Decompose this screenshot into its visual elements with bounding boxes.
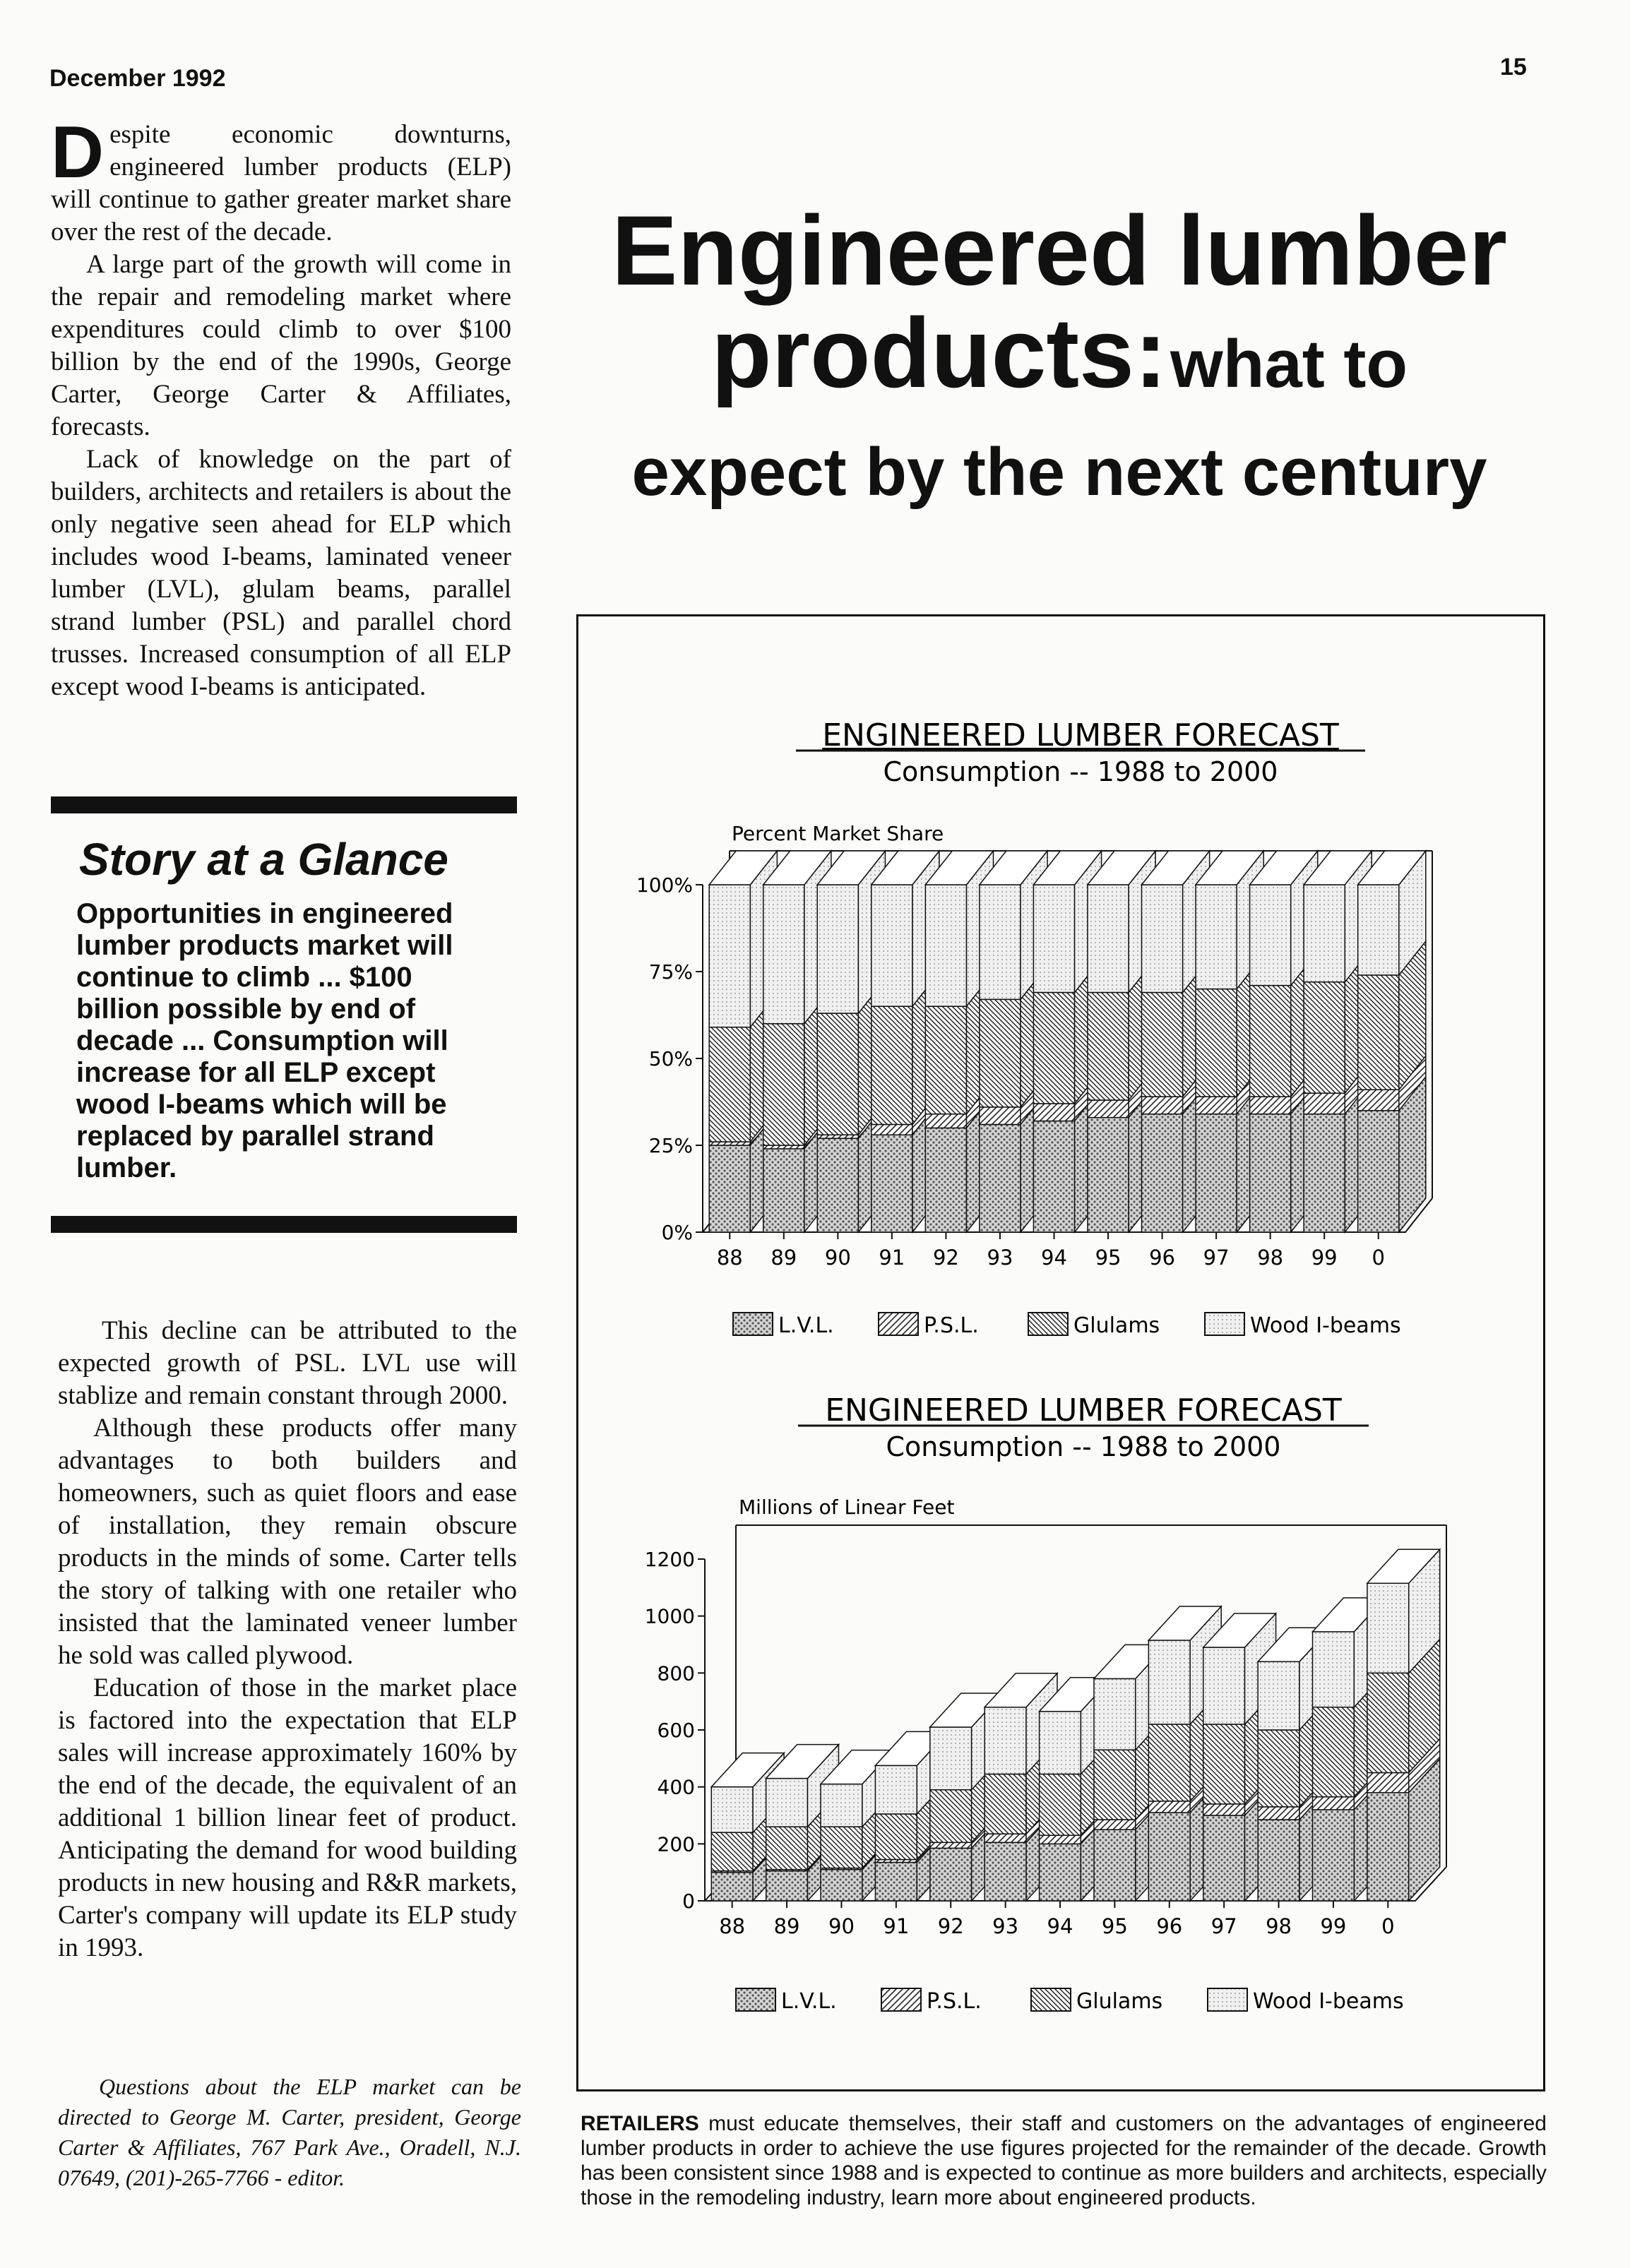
chart1-bar-l-v-l-99	[1304, 1114, 1345, 1232]
photo-caption: RETAILERS must educate themselves, their staff and customers on the advantages of engineered lumber products in order to achieve the use figures projected for the remainder of the decade. Growth has been consistent since 1988 and is expected to continue as more builders and architects, especially those in the remodeling industry, learn more about engineered products.	[581, 2112, 1547, 2209]
chart2-bar-glulams-89	[766, 1827, 808, 1870]
chart2-x-tick-label: 90	[828, 1914, 855, 1938]
chart1-bar-glulams-95	[1088, 993, 1129, 1101]
chart2-bar-wood-i-beams-96	[1148, 1640, 1190, 1724]
chart1-y-tick-label: 75%	[648, 960, 693, 984]
chart2-plot	[645, 1525, 1446, 2014]
chart2-bar-p-s-l-92	[930, 1842, 972, 1848]
chart2-bar-wood-i-beams-90	[821, 1784, 862, 1827]
chart2-bar-p-s-l-95	[1094, 1820, 1136, 1830]
chart1-legend-label-glulams: Glulams	[1073, 1313, 1160, 1338]
chart1-x-tick-label: 96	[1149, 1246, 1176, 1270]
chart2-y-tick-label: 600	[657, 1719, 695, 1742]
chart2-bar-glulams-96	[1148, 1724, 1190, 1801]
chart1-x-tick-label: 89	[771, 1246, 797, 1270]
chart1-plot	[636, 851, 1432, 1338]
chart1-bar-l-v-l-91	[871, 1135, 912, 1232]
chart1-bar-l-v-l-98	[1250, 1114, 1291, 1232]
chart2-bar-glulams-88	[711, 1832, 753, 1870]
chart1-bar-p-s-l-94	[1033, 1104, 1074, 1121]
chart1-bar-p-s-l-92	[925, 1114, 966, 1128]
chart2-legend-label-glulams: Glulams	[1076, 1989, 1163, 2014]
chart2-legend-label-wood-i-beams: Wood I-beams	[1253, 1989, 1404, 2014]
chart1-bar-wood-i-beams-92	[925, 885, 966, 1006]
chart1-legend-swatch-p-s-l	[879, 1313, 918, 1335]
chart2-subtitle: Consumption -- 1988 to 2000	[886, 1431, 1281, 1462]
chart1-title: ENGINEERED LUMBER FORECAST	[822, 717, 1339, 753]
chart2-bar-l-v-l-98	[1258, 1820, 1299, 1901]
chart1-x-tick-label: 0	[1372, 1246, 1385, 1270]
chart2-bar-l-v-l-99	[1313, 1810, 1355, 1901]
chart1-legend-swatch-glulams	[1028, 1313, 1068, 1335]
chart1-legend-swatch-wood-i-beams	[1205, 1313, 1244, 1335]
chart1-legend-label-l-v-l: L.V.L.	[778, 1313, 834, 1338]
chart2-bar-wood-i-beams-89	[766, 1779, 808, 1827]
chart2-ylabel: Millions of Linear Feet	[739, 1496, 955, 1519]
chart1-bar-wood-i-beams-0	[1358, 885, 1399, 975]
chart1-bar-wood-i-beams-97	[1196, 885, 1237, 989]
glance-title: Story at a Glance	[79, 834, 448, 885]
chart2-bar-glulams-90	[821, 1827, 862, 1868]
chart1-x-tick-label: 92	[932, 1246, 959, 1270]
chart2-bar-l-v-l-96	[1148, 1813, 1190, 1901]
chart1-bar-l-v-l-89	[763, 1149, 804, 1232]
chart1-x-tick-label: 93	[987, 1246, 1013, 1270]
chart2-bar-wood-i-beams-93	[984, 1707, 1026, 1774]
chart2-bar-glulams-92	[930, 1790, 972, 1843]
chart2-bar-wood-i-beams-99	[1313, 1632, 1355, 1707]
chart2-bar-p-s-l-98	[1258, 1807, 1299, 1820]
headline-line-3: expect by the next century	[631, 434, 1487, 510]
chart2-x-tick-label: 98	[1266, 1914, 1292, 1938]
chart2-bar-glulams-97	[1203, 1724, 1245, 1804]
chart2-legend-swatch-p-s-l	[881, 1988, 921, 2011]
chart2-y-tick-label: 800	[657, 1661, 695, 1685]
intro-paragraph-1: Despite economic downturns, engineered lumber products (ELP) will continue to gather greater market share over the rest of the decade.	[51, 112, 511, 246]
chart2-y-tick-label: 400	[657, 1775, 695, 1799]
chart1-bar-wood-i-beams-98	[1250, 885, 1291, 986]
chart2-bar-glulams-98	[1258, 1730, 1299, 1807]
chart1-bar-l-v-l-95	[1088, 1118, 1129, 1232]
chart1-legend-label-wood-i-beams: Wood I-beams	[1250, 1313, 1401, 1338]
continued-paragraph-3: Education of those in the market place is factored into the expectation that ELP sales will increase approximately 160% by the end of the decade, the equivalent of an additional 1 billion linear feet of product. Anticipating the demand for wood building products in new housing and R&R markets, Carter's company will update its ELP study in 1993.	[58, 1673, 517, 1962]
intro-paragraph-3: Lack of knowledge on the part of builders, architects and retailers is about the only negative seen ahead for ELP which includes wood I-beams, laminated veneer lumber (LVL), glulam beams, parallel strand lumber (PSL) and parallel chord trusses. Increased consumption of all ELP except wood I-beams is anticipated.	[51, 445, 511, 701]
chart2-x-tick-label: 99	[1320, 1914, 1347, 1938]
chart1-bar-glulams-0	[1358, 975, 1399, 1090]
chart1-bar-l-v-l-90	[817, 1138, 858, 1232]
chart1-bar-glulams-98	[1250, 986, 1291, 1097]
headline-line-1: Engineered lumber	[611, 195, 1508, 306]
headline-line-2: products: what to	[711, 297, 1408, 408]
chart1-bar-l-v-l-94	[1033, 1121, 1074, 1232]
chart1-bar-glulams-90	[817, 1013, 858, 1135]
chart1-bar-wood-i-beams-96	[1141, 885, 1182, 993]
chart2-y-tick-label: 200	[657, 1832, 695, 1856]
chart1-y-tick-label: 100%	[636, 873, 693, 897]
chart2-bar-wood-i-beams-94	[1040, 1712, 1081, 1774]
chart1-y-tick-label: 50%	[648, 1047, 693, 1070]
chart2-legend-swatch-l-v-l	[736, 1988, 775, 2011]
chart2-bar-wood-i-beams-95	[1094, 1678, 1136, 1750]
chart2-y-tick-label: 1000	[644, 1604, 695, 1628]
chart1-bar-p-s-l-97	[1196, 1097, 1237, 1114]
chart2-bar-l-v-l-94	[1040, 1844, 1081, 1901]
chart1-bar-glulams-92	[925, 1006, 966, 1114]
drop-cap: D	[51, 112, 105, 193]
chart1-bar-p-s-l-93	[980, 1107, 1021, 1125]
chart1-bar-wood-i-beams-88	[709, 885, 750, 1027]
chart2-bar-wood-i-beams-88	[711, 1787, 753, 1833]
chart2-x-tick-label: 95	[1101, 1914, 1128, 1938]
chart2-legend-label-l-v-l: L.V.L.	[781, 1989, 837, 2014]
chart1-x-tick-label: 88	[716, 1246, 743, 1270]
editor-note: Questions about the ELP market can be directed to George M. Carter, president, George Carter & Affiliates, 767 Park Ave., Oradell, N.J. 07649, (201)-265-7766 - editor.	[58, 2074, 521, 2190]
chart2-bar-wood-i-beams-92	[930, 1727, 972, 1790]
chart1-bar-wood-i-beams-94	[1033, 885, 1074, 993]
chart1-bar-glulams-91	[871, 1006, 912, 1124]
chart1-bar-p-s-l-95	[1088, 1100, 1129, 1118]
chart2-bar-l-v-l-93	[984, 1842, 1026, 1901]
chart2-bar-l-v-l-0	[1367, 1793, 1409, 1901]
chart1-bar-l-v-l-97	[1196, 1114, 1237, 1232]
chart2-bar-wood-i-beams-0	[1367, 1583, 1409, 1673]
chart1-bar-wood-i-beams-90	[817, 885, 858, 1013]
chart2-bar-glulams-94	[1040, 1774, 1081, 1836]
chart1-x-tick-label: 97	[1203, 1246, 1230, 1270]
chart1-bar-l-v-l-92	[925, 1128, 966, 1232]
chart1-bar-wood-i-beams-91	[871, 885, 912, 1006]
chart2-x-tick-label: 93	[992, 1914, 1019, 1938]
chart2-bar-l-v-l-88	[711, 1873, 753, 1901]
chart1-subtitle: Consumption -- 1988 to 2000	[883, 756, 1278, 787]
page-number: 15	[1500, 54, 1527, 80]
chart2-bar-glulams-99	[1313, 1707, 1355, 1797]
chart1-bar-glulams-89	[763, 1024, 804, 1145]
chart2-bar-l-v-l-90	[821, 1870, 862, 1901]
chart2-x-tick-label: 97	[1210, 1914, 1237, 1938]
chart2-bar-glulams-0	[1367, 1673, 1409, 1772]
chart1-y-tick-label: 25%	[648, 1134, 693, 1157]
chart1-bar-glulams-97	[1196, 989, 1237, 1097]
chart2-x-tick-label: 92	[937, 1914, 964, 1938]
chart2-bar-p-s-l-99	[1313, 1797, 1355, 1810]
chart1-x-tick-label: 98	[1257, 1246, 1284, 1270]
chart2-bar-glulams-91	[875, 1814, 917, 1860]
chart1-bar-wood-i-beams-95	[1088, 885, 1129, 993]
chart1-legend-swatch-l-v-l	[733, 1313, 773, 1335]
chart2-bar-p-s-l-96	[1148, 1801, 1190, 1813]
chart1-x-tick-label: 90	[824, 1246, 851, 1270]
chart1-x-tick-label: 95	[1095, 1246, 1122, 1270]
chart2-legend-swatch-wood-i-beams	[1208, 1988, 1247, 2011]
chart1-x-tick-label: 94	[1041, 1246, 1067, 1270]
chart1-bar-wood-i-beams-93	[980, 885, 1021, 999]
chart1-bar-glulams-88	[709, 1027, 750, 1142]
chart1-legend-label-p-s-l: P.S.L.	[924, 1313, 979, 1338]
chart1-x-tick-label: 91	[879, 1246, 905, 1270]
glance-body: Opportunities in engineered lumber products market will continue to climb ... $100 billion possible by end of decade ... Consumption will increase for all ELP except wood I-beams which will be replaced by parallel strand lumber.	[76, 898, 453, 1183]
chart2-bar-l-v-l-91	[875, 1863, 917, 1901]
chart1-bar-l-v-l-88	[709, 1145, 750, 1232]
issue-date: December 1992	[49, 65, 226, 92]
chart1-bar-p-s-l-91	[871, 1124, 912, 1135]
chart1-bar-wood-i-beams-99	[1304, 885, 1345, 982]
chart1-bar-glulams-94	[1033, 993, 1074, 1104]
chart1-bar-p-s-l-98	[1250, 1097, 1291, 1114]
chart2-bar-l-v-l-97	[1203, 1815, 1245, 1901]
chart2-bar-p-s-l-0	[1367, 1773, 1409, 1793]
chart2-x-tick-label: 96	[1156, 1914, 1183, 1938]
chart2-x-tick-label: 88	[719, 1914, 746, 1938]
chart1-bar-l-v-l-93	[980, 1124, 1021, 1232]
chart2-bar-p-s-l-93	[984, 1834, 1026, 1842]
chart1-bar-glulams-99	[1304, 982, 1345, 1093]
chart2-bar-wood-i-beams-97	[1203, 1647, 1245, 1724]
continued-paragraph-2: Although these products offer many advantages to both builders and homeowners, such as quiet floors and ease of installation, they remain obscure products in the minds of some. Carter tells the story of talking with one retailer who insisted that the laminated veneer lumber he sold was called plywood.	[58, 1414, 517, 1670]
chart1-x-tick-label: 99	[1311, 1246, 1338, 1270]
chart1-ylabel: Percent Market Share	[732, 822, 944, 845]
chart2-x-tick-label: 0	[1381, 1914, 1395, 1938]
chart2-x-tick-label: 94	[1047, 1914, 1073, 1938]
continued-paragraph-1: This decline can be attributed to the expected growth of PSL. LVL use will stablize and remain constant through 2000.	[58, 1316, 517, 1410]
chart1-bar-p-s-l-99	[1304, 1093, 1345, 1114]
intro-paragraph-2: A large part of the growth will come in the repair and remodeling market where expenditures could climb to over $100 billion by the end of the 1990s, George Carter, George Carter & Affiliates, forecasts.	[51, 250, 511, 441]
chart2-x-tick-label: 91	[883, 1914, 910, 1938]
chart2-title: ENGINEERED LUMBER FORECAST	[825, 1392, 1342, 1428]
chart1-bar-p-s-l-96	[1141, 1097, 1182, 1114]
chart2-x-tick-label: 89	[773, 1914, 800, 1938]
chart2-bar-l-v-l-92	[930, 1848, 972, 1901]
chart2-y-tick-label: 0	[682, 1890, 695, 1913]
chart2-bar-p-s-l-94	[1040, 1835, 1081, 1844]
chart1-bar-glulams-96	[1141, 993, 1182, 1097]
chart2-bar-p-s-l-97	[1203, 1804, 1245, 1815]
chart1-y-tick-label: 0%	[661, 1221, 693, 1244]
chart2-bar-l-v-l-89	[766, 1871, 808, 1901]
chart1-bar-l-v-l-96	[1141, 1114, 1182, 1232]
chart2-bar-glulams-95	[1094, 1750, 1136, 1820]
chart1-bar-l-v-l-0	[1358, 1111, 1399, 1232]
chart2-bar-wood-i-beams-98	[1258, 1661, 1299, 1730]
chart1-bar-p-s-l-0	[1358, 1090, 1399, 1111]
chart2-y-tick-label: 1200	[644, 1548, 695, 1571]
chart1-bar-glulams-93	[980, 999, 1021, 1107]
chart2-legend-label-p-s-l: P.S.L.	[927, 1989, 982, 2014]
chart1-bar-wood-i-beams-89	[763, 885, 804, 1024]
chart2-bar-l-v-l-95	[1094, 1830, 1136, 1901]
chart2-bar-wood-i-beams-91	[875, 1765, 917, 1814]
chart2-legend-swatch-glulams	[1031, 1988, 1071, 2011]
chart2-bar-glulams-93	[984, 1774, 1026, 1834]
